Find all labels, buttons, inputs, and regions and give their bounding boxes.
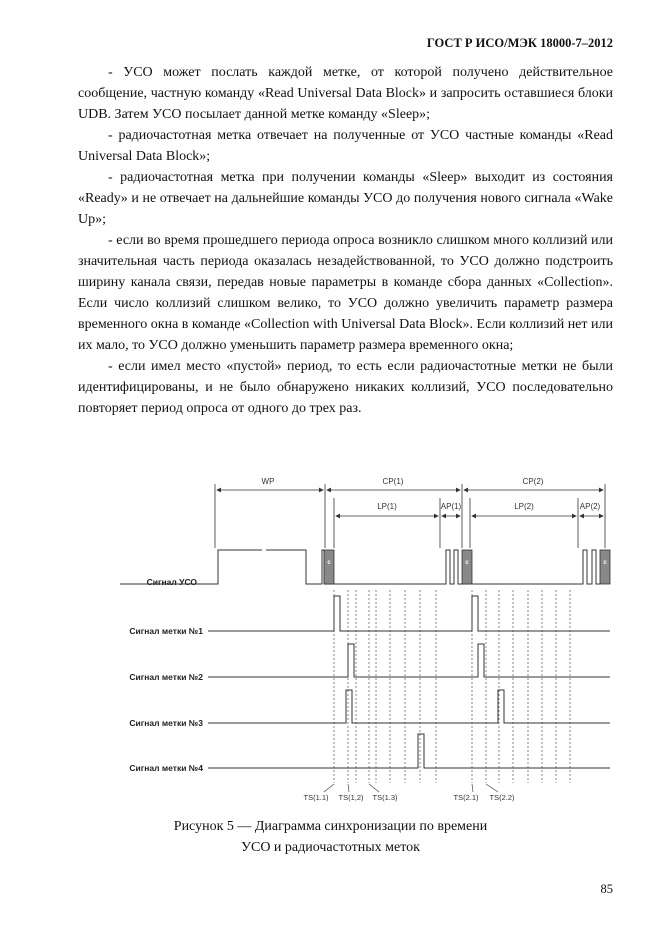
ap1-label: AP(1) (440, 502, 462, 511)
timing-diagram-svg (100, 468, 630, 813)
paragraph: - радиочастотная метка отвечает на полученные от УСО частные команды «Read Universal Data Block»; (78, 128, 613, 164)
tag2-signal-label: Сигнал метки №2 (129, 672, 203, 682)
lp2-label: LP(2) (514, 502, 534, 511)
tag2-waveform (208, 644, 610, 677)
collection-block-1 (324, 550, 334, 584)
paragraph: - УСО может послать каждой метке, от которой получено действительное сообщение, частную команду «Read Universal Data Block» и запросить оставшиеся блоки UDB. Затем УСО посылает данной метке команду «Sleep»; (78, 65, 613, 122)
page-number: 85 (600, 882, 613, 896)
tag3-signal-label: Сигнал метки №3 (129, 718, 203, 728)
slot-label: TS(1.1) (303, 793, 329, 802)
tag1-signal-label: Сигнал метки №1 (129, 626, 203, 636)
paragraph: - радиочастотная метка при получении команды «Sleep» выходит из состояния «Ready» и не отвечает на дальнейшие команды УСО до получения нового сигнала «Wake Up»; (78, 170, 613, 227)
caption-line: Рисунок 5 — Диаграмма синхронизации по времени (173, 819, 488, 834)
collection-block-3 (600, 550, 610, 584)
cp2-label: CP(2) (522, 477, 544, 486)
slot-label: TS(1.3) (372, 793, 398, 802)
uso-signal-label: Сигнал УСО (146, 577, 197, 587)
collection-block-2 (462, 550, 472, 584)
lp1-label: LP(1) (377, 502, 397, 511)
collection-mark: c (465, 560, 469, 566)
document-header: ГОСТ Р ИСО/МЭК 18000-7–2012 (426, 36, 613, 50)
tag4-signal-label: Сигнал метки №4 (129, 763, 203, 773)
paragraph: - если во время прошедшего периода опроса возникло слишком много коллизий или значительная часть периода оказалась незадействованной, то УСО должно подстроить ширину канала связи, передав новые параметры в команде сбора данных «Collection». Если число коллизий слишком велико, то УСО должно увеличить параметр размера временного окна в команде «Collection with Universal Data Block». Если коллизий нет или их мало, то УСО должно уменьшить параметр размера временного окна; (78, 233, 613, 353)
caption-line: УСО и радиочастотных меток (241, 840, 420, 855)
slot-label: TS(1,2) (338, 793, 364, 802)
figure-caption (0, 816, 661, 858)
tag3-waveform (208, 690, 610, 723)
cp1-label: CP(1) (382, 477, 404, 486)
timing-diagram (100, 468, 630, 813)
ap2-label: AP(2) (579, 502, 601, 511)
slot-label: TS(2.1) (453, 793, 479, 802)
paragraph: - если имел место «пустой» период, то есть если радиочастотные метки не были идентифицированы, и не было обнаружено никаких коллизий, УСО последовательно повторяет период опроса от одного до трех раз. (78, 359, 613, 416)
slot-label: TS(2.2) (489, 793, 515, 802)
tag1-waveform (208, 596, 610, 631)
wp-label: WP (261, 477, 275, 486)
tag4-waveform (208, 734, 610, 768)
collection-mark: c (603, 560, 607, 566)
collection-mark: c (327, 560, 331, 566)
body-text (78, 62, 613, 419)
